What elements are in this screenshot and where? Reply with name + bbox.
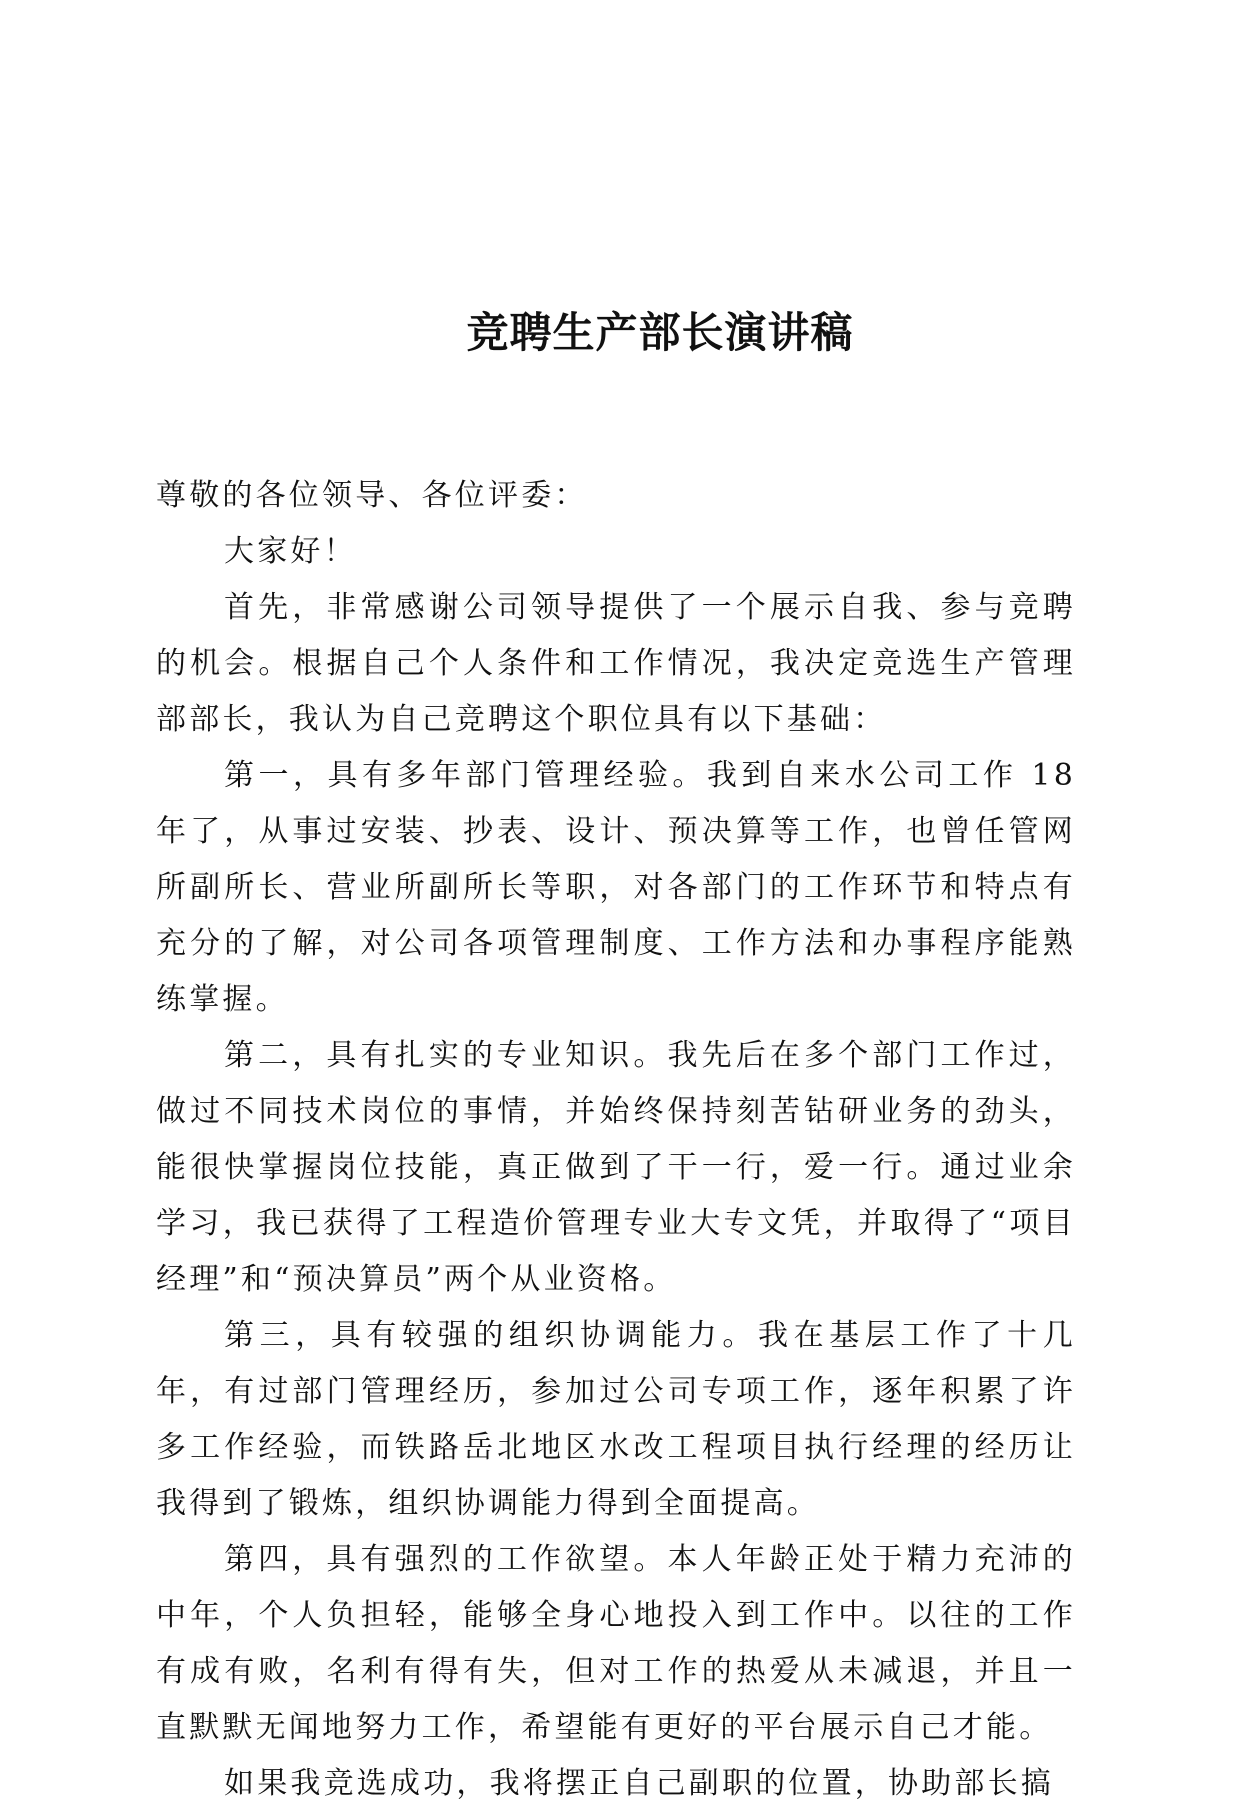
document-title: 竞聘生产部长演讲稿	[466, 308, 854, 357]
paragraph-fourth: 第四，具有强烈的工作欲望。本人年龄正处于精力充沛的中年，个人负担轻，能够全身心地投入到工作中。以往的工作有成有败，名利有得有失，但对工作的热爱从未减退，并且一直默默无闻地努力工作，希望能有更好的平台展示自己才能。	[156, 1542, 1076, 1745]
paragraph-third: 第三，具有较强的组织协调能力。我在基层工作了十几年，有过部门管理经历，参加过公司专项工作，逐年积累了许多工作经验，而铁路岳北地区水改工程项目执行经理的经历让我得到了锻炼，组织协调能力得到全面提高。	[156, 1318, 1076, 1521]
paragraph-first: 第一，具有多年部门管理经验。我到自来水公司工作 18 年了，从事过安装、抄表、设计、预决算等工作，也曾任管网所副所长、营业所副所长等职，对各部门的工作环节和特点有充分的了解，对公司各项管理制度、工作方法和办事程序能熟练掌握。	[156, 758, 1076, 1017]
salutation: 尊敬的各位领导、各位评委：	[156, 478, 588, 513]
paragraph-second: 第二，具有扎实的专业知识。我先后在多个部门工作过，做过不同技术岗位的事情，并始终保持刻苦钻研业务的劲头，能很快掌握岗位技能，真正做到了干一行，爱一行。通过业余学习，我已获得了工程造价管理专业大专文凭，并取得了“项目经理”和“预决算员”两个从业资格。	[156, 1038, 1076, 1297]
paragraph-closing: 如果我竞选成功，我将摆正自己副职的位置，协助部长搞	[224, 1766, 1054, 1801]
paragraph-greeting: 大家好！	[224, 534, 357, 569]
document-body	[156, 468, 1076, 1812]
paragraph-intro: 首先，非常感谢公司领导提供了一个展示自我、参与竞聘的机会。根据自己个人条件和工作情况，我决定竞选生产管理部部长，我认为自己竞聘这个职位具有以下基础：	[156, 590, 1076, 737]
